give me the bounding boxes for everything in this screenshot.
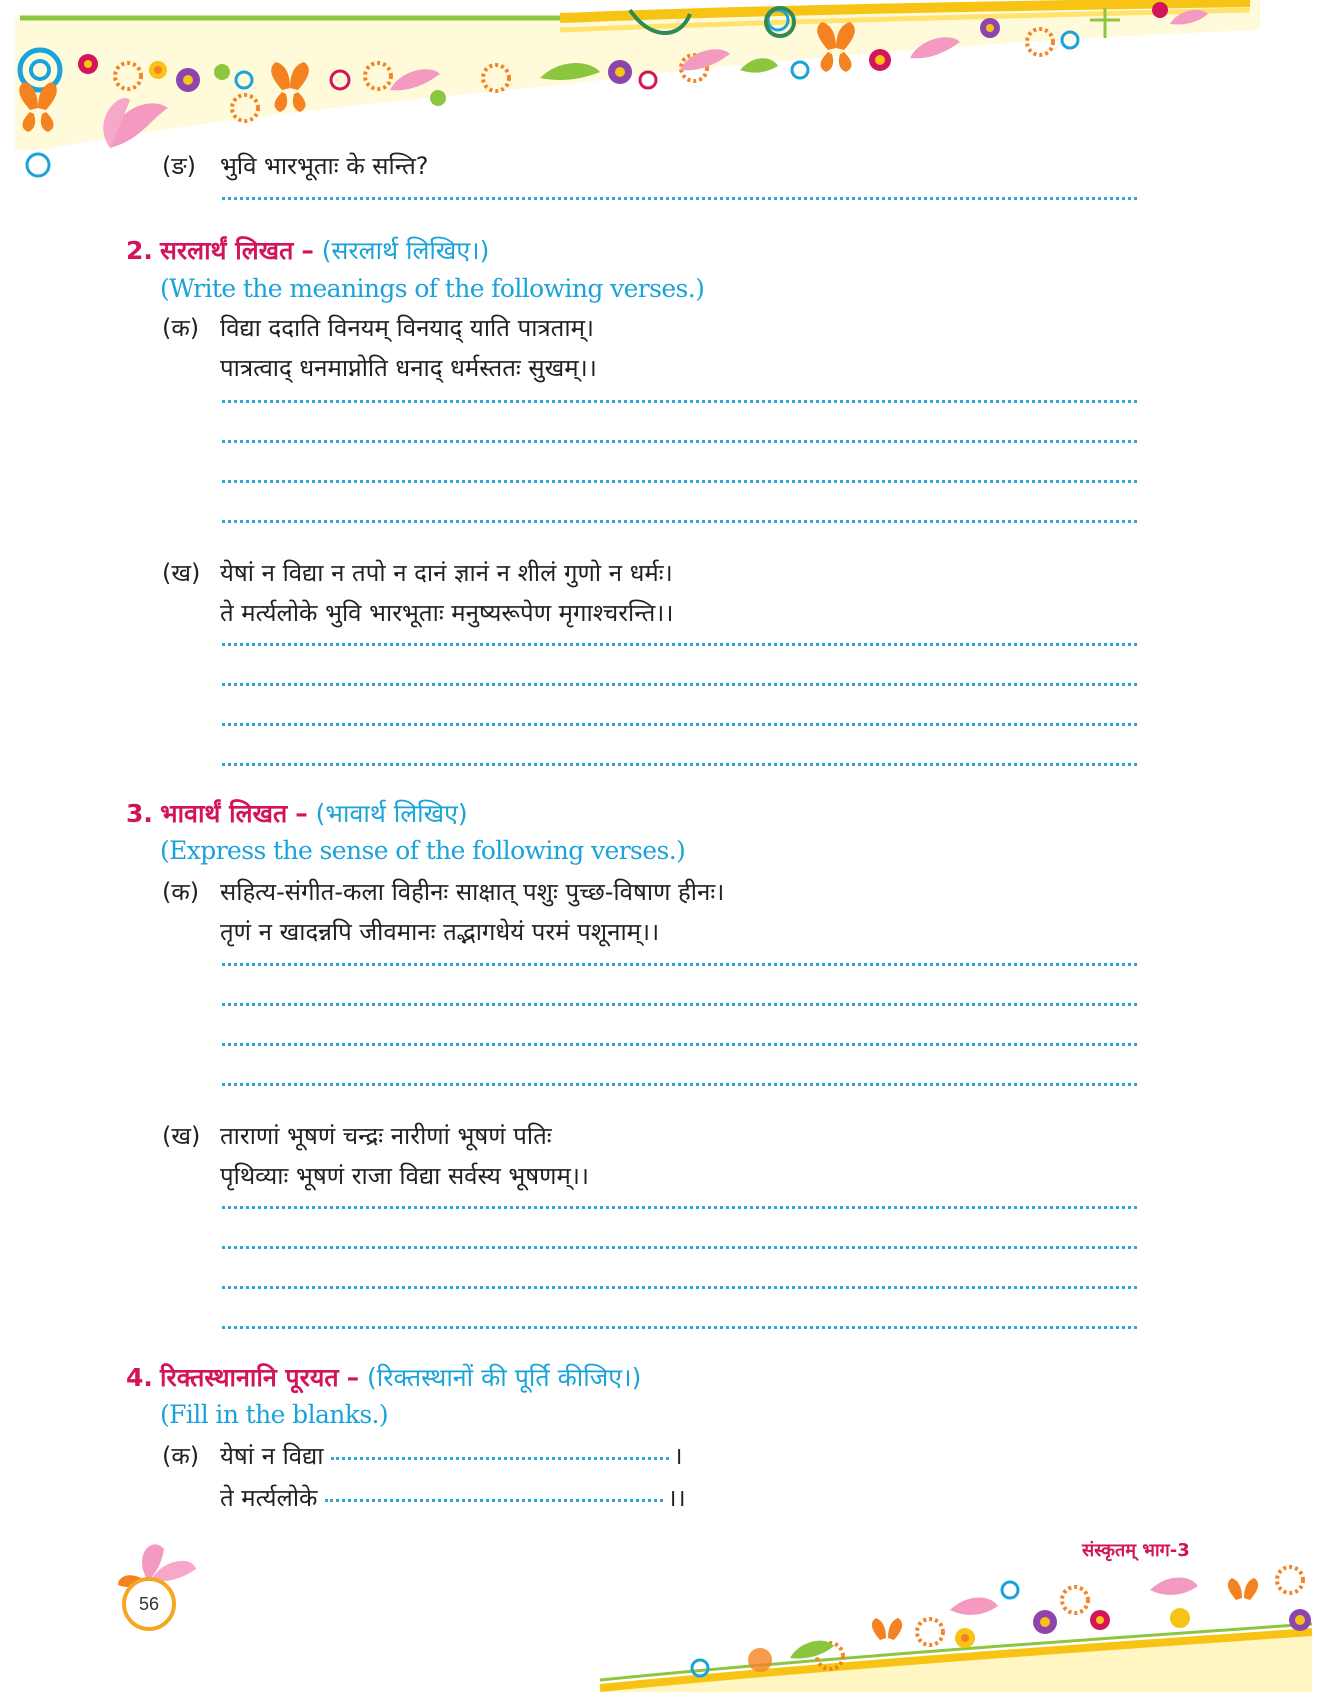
q3-ka-verse-1: सहित्य-संगीत-कला विहीनः साक्षात् पशुः पुच्छ-विषाण हीनः। [220, 878, 725, 906]
answer-line[interactable] [222, 1003, 1137, 1006]
answer-line[interactable] [222, 763, 1137, 766]
answer-line[interactable] [222, 1083, 1137, 1086]
q4-heading [126, 1361, 641, 1395]
answer-line[interactable] [222, 440, 1137, 443]
answer-line[interactable] [222, 963, 1137, 966]
answer-line[interactable] [222, 520, 1137, 523]
q2-kha-line1 [162, 557, 673, 589]
answer-line[interactable] [222, 197, 1137, 200]
answer-line[interactable] [222, 1206, 1137, 1209]
q2-ka-label: (क) [162, 314, 200, 342]
q4-number: 4. [126, 1363, 153, 1392]
q4-dash: – [346, 1363, 360, 1392]
q2-heading [126, 234, 489, 268]
q4-ka-line2 [220, 1482, 686, 1514]
q3-ka-line1 [162, 876, 724, 908]
q2-english-instruction: (Write the meanings of the following verses.) [160, 274, 705, 303]
q4-ka-end-2: ।। [667, 1484, 686, 1512]
answer-line[interactable] [222, 723, 1137, 726]
answer-line[interactable] [222, 1286, 1137, 1289]
page-number: 56 [122, 1577, 176, 1631]
bottom-floral-banner [0, 1560, 1332, 1692]
answer-line[interactable] [222, 1043, 1137, 1046]
answer-line[interactable] [222, 683, 1137, 686]
q3-kha-verse-1: ताराणां भूषणं चन्द्रः नारीणां भूषणं पतिः [220, 1122, 552, 1150]
q3-kha-line1 [162, 1120, 552, 1152]
q1-e-label: (ङ) [162, 152, 197, 180]
q3-hindi-instruction: (भावार्थ लिखिए) [315, 799, 468, 828]
answer-line[interactable] [222, 480, 1137, 483]
q2-kha-label: (ख) [162, 559, 201, 587]
q1-e-text: भुवि भारभूताः के सन्ति? [220, 152, 429, 180]
q2-ka-line1 [162, 312, 594, 344]
q4-ka-end-1: । [673, 1442, 683, 1470]
q2-kha-verse-1: येषां न विद्या न तपो न दानं ज्ञानं न शीलं गुणो न धर्मः। [220, 559, 673, 587]
q4-hindi-instruction: (रिक्तस्थानों की पूर्ति कीजिए।) [367, 1363, 642, 1392]
answer-line[interactable] [222, 1246, 1137, 1249]
q2-kha-verse-2: ते मर्त्यलोके भुवि भारभूताः मनुष्यरूपेण मृगाश्चरन्ति।। [220, 599, 674, 627]
q2-dash: – [301, 236, 314, 265]
answer-line[interactable] [222, 400, 1137, 403]
q2-ka-verse-1: विद्या ददाति विनयम् विनयाद् याति पात्रताम्। [220, 314, 595, 342]
fill-blank-1[interactable] [331, 1455, 669, 1460]
q4-ka-label: (क) [162, 1442, 200, 1470]
q4-ka-text-1: येषां न विद्या [220, 1442, 324, 1470]
q1-e-row [162, 150, 429, 182]
fill-blank-2[interactable] [325, 1497, 663, 1502]
answer-line[interactable] [222, 1326, 1137, 1329]
q2-hindi-instruction: (सरलार्थ लिखिए।) [321, 236, 490, 265]
answer-line[interactable] [222, 643, 1137, 646]
q3-ka-verse-2: तृणं न खादन्नपि जीवमानः तद्भागधेयं परमं पशूनाम्।। [220, 918, 660, 946]
q3-heading [126, 797, 468, 831]
q2-ka-verse-2: पात्रत्वाद् धनमाप्नोति धनाद् धर्मस्ततः सुखम्।। [220, 354, 597, 382]
q3-ka-label: (क) [162, 878, 200, 906]
q3-dash: – [295, 799, 308, 828]
q2-number: 2. [126, 236, 153, 265]
q3-english-instruction: (Express the sense of the following verses.) [160, 836, 686, 865]
q4-title: रिक्तस्थानानि पूरयत [160, 1363, 339, 1392]
book-title: संस्कृतम् भाग-3 [1082, 1540, 1190, 1561]
q3-title: भावार्थं लिखत [160, 799, 288, 828]
q3-kha-label: (ख) [162, 1122, 201, 1150]
q3-number: 3. [126, 799, 153, 828]
q4-ka-line1 [162, 1440, 683, 1472]
q2-title: सरलार्थं लिखत [160, 236, 294, 265]
q4-english-instruction: (Fill in the blanks.) [160, 1400, 389, 1429]
q4-ka-text-2: ते मर्त्यलोके [220, 1484, 318, 1512]
q3-kha-verse-2: पृथिव्याः भूषणं राजा विद्या सर्वस्य भूषणम्।। [220, 1162, 590, 1190]
